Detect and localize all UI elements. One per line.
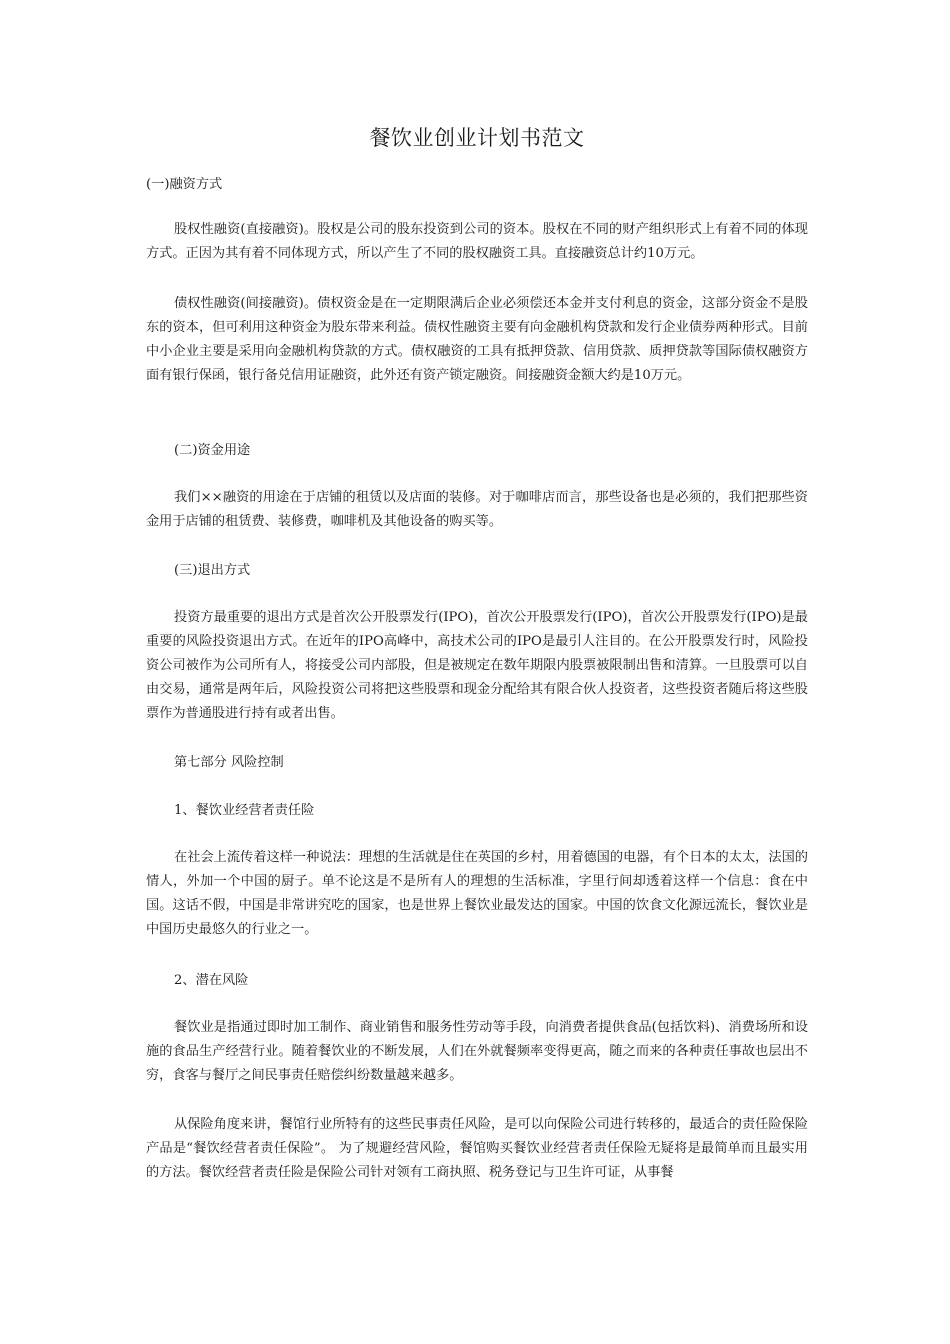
paragraph-equity-financing: 股权性融资(直接融资)。股权是公司的股东投资到公司的资本。股权在不同的财产组织形式上有着不同的体现方式。正因为其有着不同体现方式，所以产生了不同的股权融资工具。直接融资总计约10万元。 xyxy=(146,222,808,261)
paragraph-fund-use: 我们××融资的用途在于店铺的租赁以及店面的装修。对于咖啡店而言，那些设备也是必须的，我们把那些资金用于店铺的租赁费、装修费，咖啡机及其他设备的购买等。 xyxy=(146,490,808,529)
paragraph-insurance: 从保险角度来讲，餐馆行业所特有的这些民事责任风险，是可以向保险公司进行转移的，最适合的责任险保险产品是“餐饮经营者责任保险”。 为了规避经营风险，餐馆购买餐饮业经营者责任保险无疑将是最简单而且最实用的方法。餐饮经营者责任险是保险公司针对领有工商执照、税务登记与卫生许可证，从事餐 xyxy=(146,1117,808,1180)
section-heading-potential-risk: 2、潜在风险 xyxy=(174,973,249,988)
section-heading-liability-insurance: 1、餐饮业经营者责任险 xyxy=(174,803,315,818)
part-heading-risk-control: 第七部分 风险控制 xyxy=(174,755,284,770)
document-page xyxy=(146,0,808,1344)
section-heading-exit: (三)退出方式 xyxy=(174,563,251,578)
paragraph-debt-financing: 债权性融资(间接融资)。债权资金是在一定期限满后企业必须偿还本金并支付利息的资金，这部分资金不是股东的资本，但可利用这种资金为股东带来利益。债权性融资主要有向金融机构贷款和发行企业债券两种形式。目前中小企业主要是采用向金融机构贷款的方式。债权融资的工具有抵押贷款、信用贷款、质押贷款等国际债权融资方面有银行保函，银行备兑信用证融资，此外还有资产锁定融资。间接融资金额大约是10万元。 xyxy=(146,296,808,383)
paragraph-potential-risk: 餐饮业是指通过即时加工制作、商业销售和服务性劳动等手段，向消费者提供食品(包括饮料)、消费场所和设施的食品生产经营行业。随着餐饮业的不断发展，人们在外就餐频率变得更高，随之而来的各种责任事故也层出不穷，食客与餐厅之间民事责任赔偿纠纷数量越来越多。 xyxy=(146,1020,808,1083)
paragraph-exit: 投资方最重要的退出方式是首次公开股票发行(IPO)，首次公开股票发行(IPO)，首次公开股票发行(IPO)是最重要的风险投资退出方式。在近年的IPO高峰中，高技术公司的IPO是最引人注目的。在公开股票发行时，风险投资公司被作为公司所有人，将接受公司内部股，但是被规定在数年期限内股票被限制出售和清算。一旦股票可以自由交易，通常是两年后，风险投资公司将把这些股票和现金分配给其有限合伙人投资者，这些投资者随后将这些股票作为普通股进行持有或者出售。 xyxy=(146,610,808,721)
section-heading-financing: (一)融资方式 xyxy=(146,177,223,192)
document-title: 餐饮业创业计划书范文 xyxy=(369,126,585,150)
section-heading-fund-use: (二)资金用途 xyxy=(174,443,251,458)
paragraph-liability-insurance: 在社会上流传着这样一种说法：理想的生活就是住在英国的乡村，用着德国的电器，有个日本的太太，法国的情人，外加一个中国的厨子。单不论这是不是所有人的理想的生活标准，字里行间却透着这样一个信息：食在中国。这话不假，中国是非常讲究吃的国家，也是世界上餐饮业最发达的国家。中国的饮食文化源远流长，餐饮业是中国历史最悠久的行业之一。 xyxy=(146,850,808,937)
